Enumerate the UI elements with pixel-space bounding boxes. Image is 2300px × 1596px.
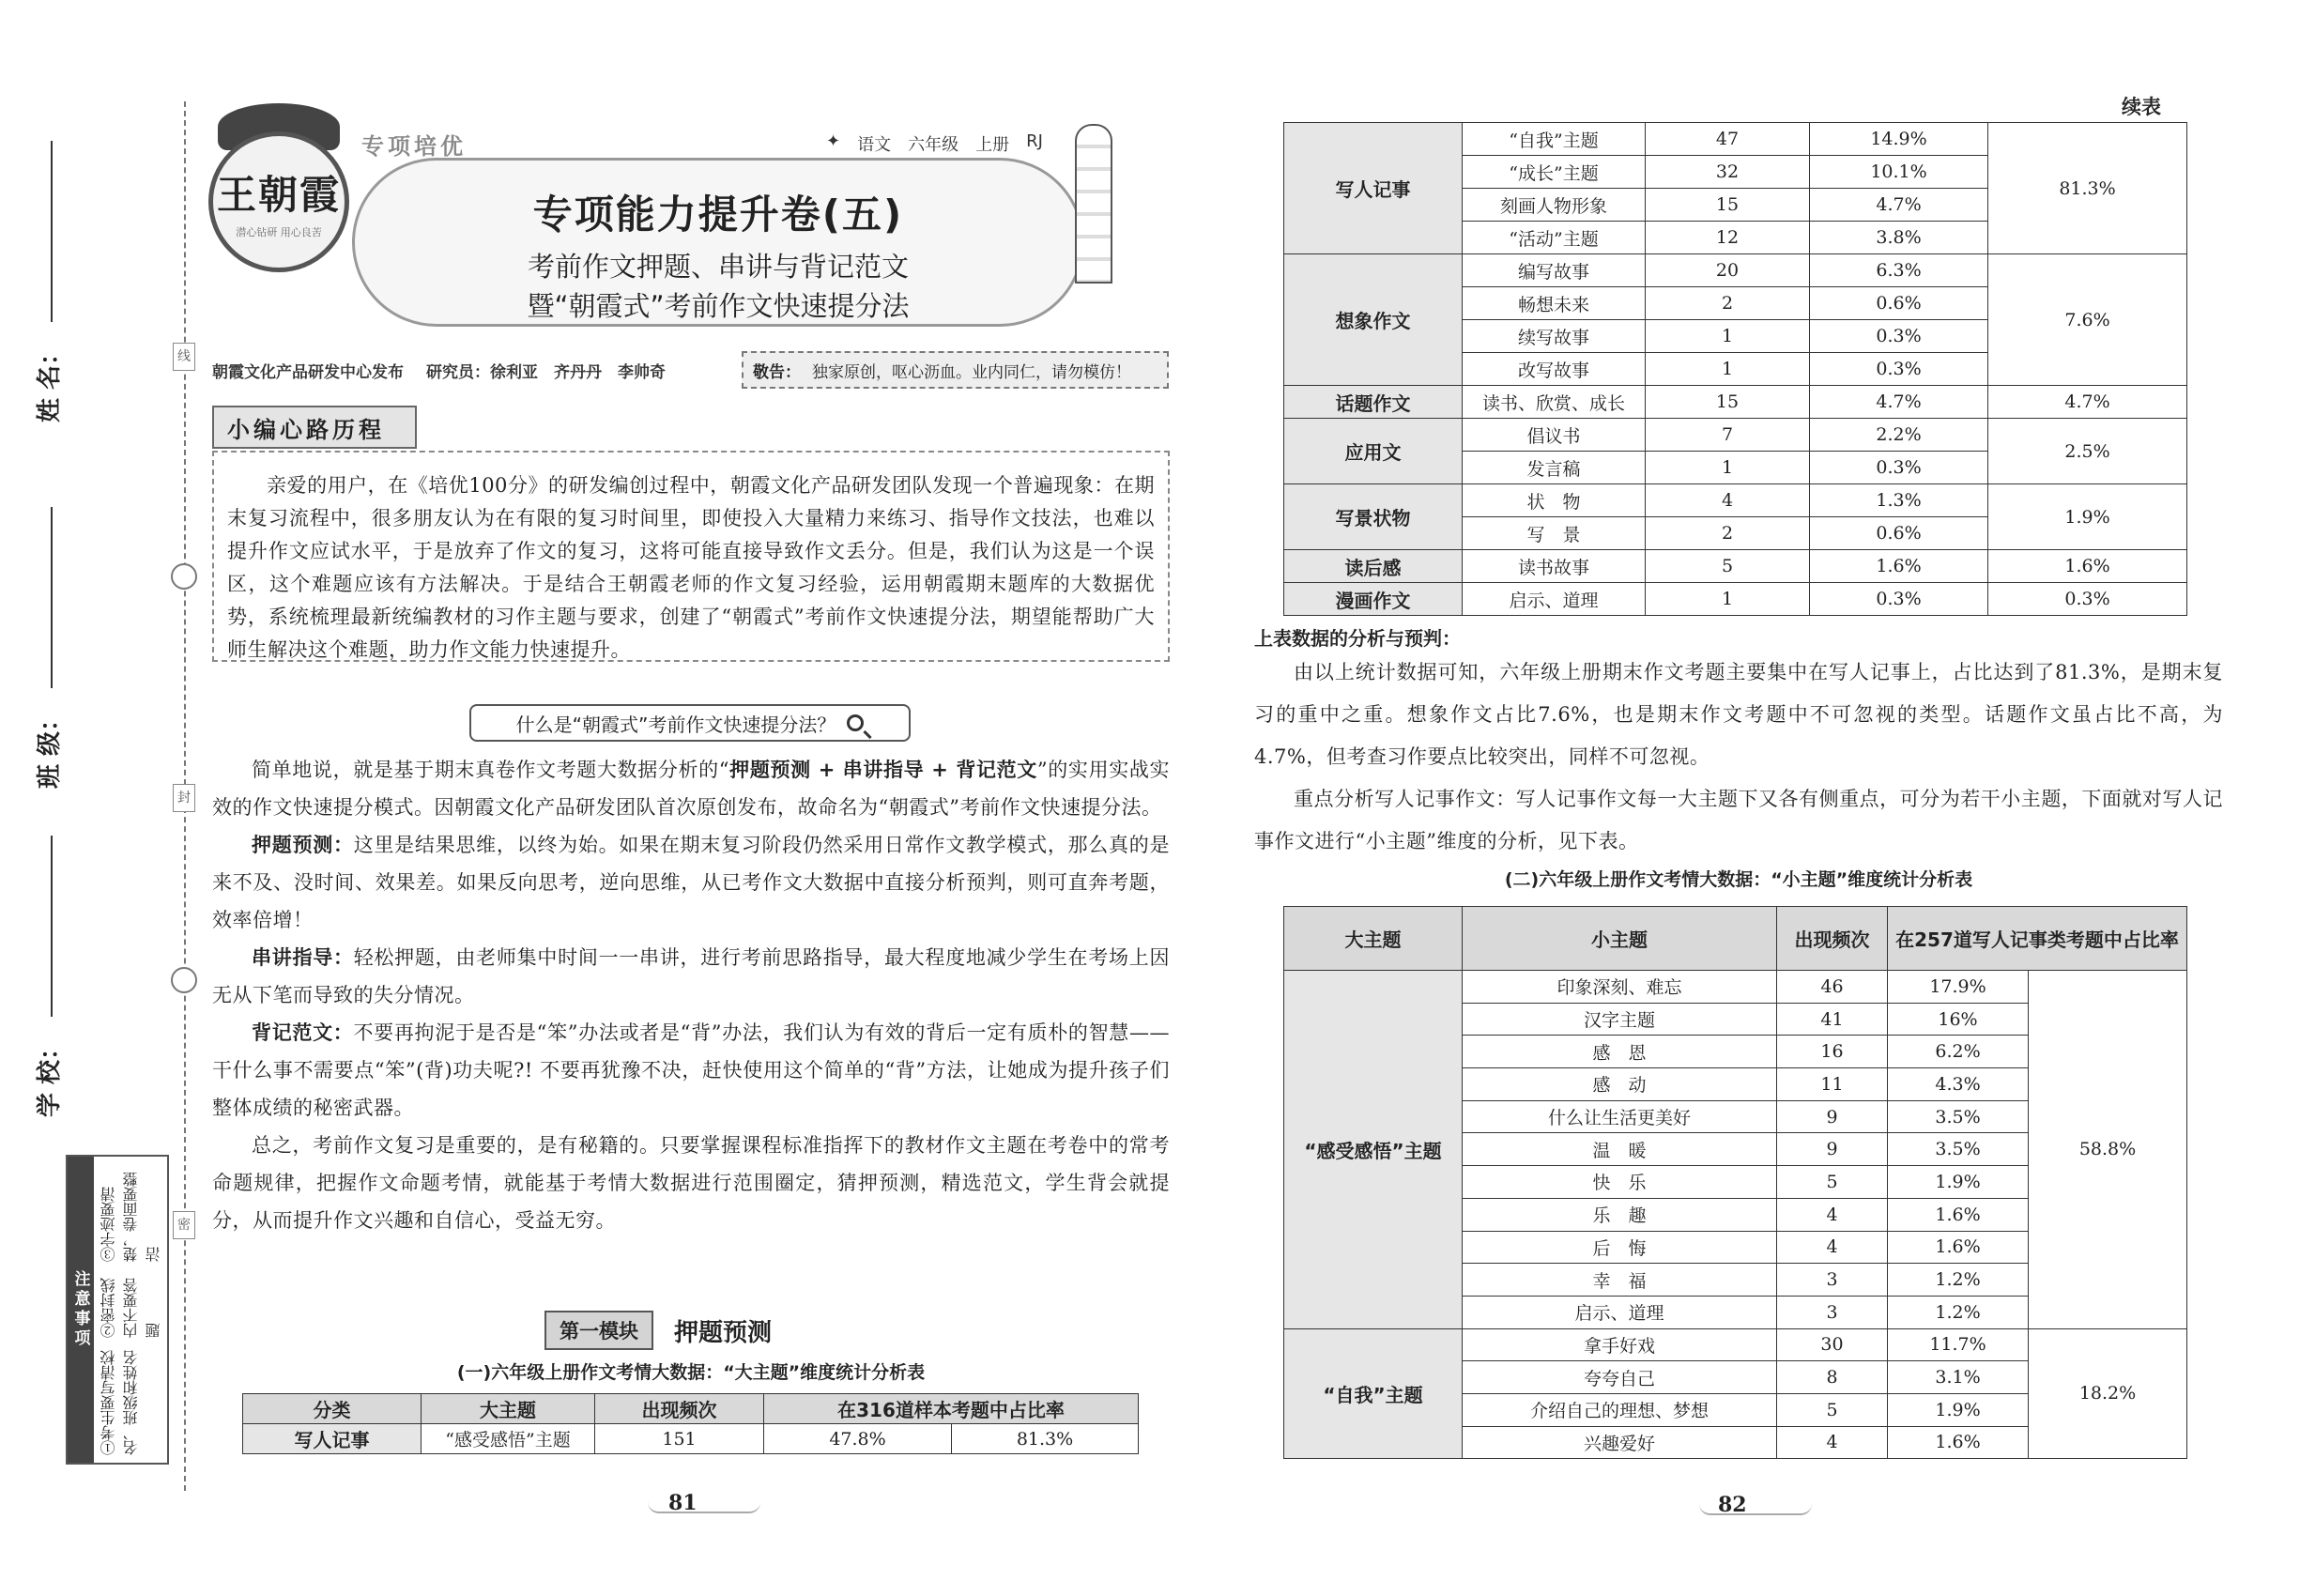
table-cell: 0.6% <box>1810 287 1988 320</box>
table-cell: 启示、道理 <box>1463 583 1646 616</box>
table-cell: 2 <box>1646 287 1810 320</box>
table-cell: 兴趣爱好 <box>1463 1426 1777 1459</box>
table-cell: 1.6% <box>1888 1426 2029 1459</box>
table-cell: 2.2% <box>1810 419 1988 452</box>
binding-mark-line: 线 <box>173 343 195 371</box>
table-cell: 9 <box>1777 1133 1888 1166</box>
table-cell: 10.1% <box>1810 156 1988 189</box>
notice-tag: 注意事项 <box>68 1157 94 1463</box>
table-cell: 启示、道理 <box>1463 1296 1777 1328</box>
publisher-line <box>212 359 666 382</box>
table1 <box>242 1393 1139 1454</box>
editor-notes-tag: 小编心路历程 <box>212 406 417 449</box>
table1-caption: (一)六年级上册作文考情大数据：“大主题”维度统计分析表 <box>456 1362 926 1383</box>
researchers: 研究员：徐利亚 齐丹丹 李帅奇 <box>426 363 666 382</box>
edition: RJ <box>1026 131 1043 151</box>
table-cell: 1 <box>1646 583 1810 616</box>
logo-slogan: 潜心钻研 用心良苦 <box>236 226 322 238</box>
table-cell: 4.3% <box>1888 1068 2029 1101</box>
table2-caption: (二)六年级上册作文考情大数据：“小主题”维度统计分析表 <box>1504 869 1973 890</box>
table-row <box>1284 1328 2187 1361</box>
table-cell: 1.9% <box>1888 1393 2029 1426</box>
table-header: 小主题 <box>1463 907 1777 971</box>
module-banner <box>544 1312 854 1349</box>
warning-text: 独家原创，呕心沥血。业内同仁，请勿模仿！ <box>812 362 1131 382</box>
table-cell: 41 <box>1777 1003 1888 1036</box>
table-cell: 1.2% <box>1888 1264 2029 1297</box>
table-header: 出现频次 <box>1777 907 1888 971</box>
table-cell: 32 <box>1646 156 1810 189</box>
table-row <box>1284 419 2187 452</box>
table-cell: 1.6% <box>1810 550 1988 583</box>
brand-logo <box>208 131 349 272</box>
table-cell: 4 <box>1646 484 1810 517</box>
page-decoration <box>648 1502 760 1513</box>
subject-info <box>826 131 1043 156</box>
category-cell: 写人记事 <box>1284 123 1463 254</box>
paragraph-3: 串讲指导：轻松押题，由老师集中时间一一串讲，进行考前思路指导，最大程度地减少学生在考场上因无从下笔而导致的失分情况。 <box>212 946 1171 1006</box>
table-cell: 5 <box>1777 1166 1888 1199</box>
table-cell: “自我”主题 <box>1463 123 1646 156</box>
table-cell: 3.5% <box>1888 1100 2029 1133</box>
page-number-right: 82 <box>1718 1493 1747 1517</box>
analysis-text <box>1254 652 2223 863</box>
table-cell: 14.9% <box>1810 123 1988 156</box>
table-cell: 畅想未来 <box>1463 287 1646 320</box>
page-number-left: 81 <box>668 1491 698 1515</box>
table-cell: 发言稿 <box>1463 452 1646 484</box>
table-cell: 4 <box>1777 1198 1888 1231</box>
category-cell: 漫画作文 <box>1284 583 1463 616</box>
total-cell: 4.7% <box>1988 386 2187 419</box>
table-cell: 6.2% <box>1888 1036 2029 1068</box>
table-cell: 状 物 <box>1463 484 1646 517</box>
table-cell: 47 <box>1646 123 1810 156</box>
name-field[interactable] <box>28 141 66 422</box>
table-cell: 拿手好戏 <box>1463 1328 1777 1361</box>
table-cell: 15 <box>1646 386 1810 419</box>
total-cell: 1.9% <box>1988 484 2187 550</box>
table-cell: 印象深刻、难忘 <box>1463 971 1777 1004</box>
analysis-title: 上表数据的分析与预判： <box>1254 627 1461 650</box>
table-cell: 1 <box>1646 353 1810 386</box>
category-cell: 读后感 <box>1284 550 1463 583</box>
logo-name: 王朝霞 <box>216 172 341 218</box>
class-label: 班 级： <box>35 706 64 789</box>
table-cell: 151 <box>595 1424 764 1454</box>
table-cell: 4 <box>1777 1231 1888 1264</box>
lighthouse-icon <box>1075 124 1112 284</box>
table-row <box>1284 386 2187 419</box>
table-cell: “成长”主题 <box>1463 156 1646 189</box>
table-header: 大主题 <box>422 1394 595 1424</box>
category-cell: 写景状物 <box>1284 484 1463 550</box>
page-decoration <box>1699 1504 1812 1515</box>
table-cell: 0.3% <box>1810 452 1988 484</box>
table-cell: 11.7% <box>1888 1328 2029 1361</box>
table-header: 在316道样本考题中占比率 <box>764 1394 1139 1424</box>
binding-hole <box>171 563 197 590</box>
theme-cell: “感受感悟”主题 <box>1284 971 1463 1329</box>
table-cell: 读书故事 <box>1463 550 1646 583</box>
analysis-paragraph-2: 重点分析写人记事作文：写人记事作文每一大主题下又各有侧重点，可分为若干小主题，下面就对写人记事作文进行“小主题”维度的分析，见下表。 <box>1254 788 2223 852</box>
table-cell: 续写故事 <box>1463 320 1646 353</box>
school-field[interactable] <box>28 836 66 1117</box>
table-row <box>243 1424 1139 1454</box>
notice-item: ②密封线内不要答题 <box>100 1278 162 1339</box>
table-cell: 8 <box>1777 1361 1888 1394</box>
table-cell: 5 <box>1777 1393 1888 1426</box>
notice-box <box>66 1155 169 1465</box>
table-cell: 什么让生活更美好 <box>1463 1100 1777 1133</box>
table-cell: 后 悔 <box>1463 1231 1777 1264</box>
table-cell: 3.1% <box>1888 1361 2029 1394</box>
total-cell: 81.3% <box>1988 123 2187 254</box>
notice-item: ①考生要写清校名、班级和姓名 <box>100 1350 140 1455</box>
table-cell: 编写故事 <box>1463 254 1646 287</box>
table-cell: 1.9% <box>1888 1166 2029 1199</box>
table-cell: 感 恩 <box>1463 1036 1777 1068</box>
table-cell: “活动”主题 <box>1463 222 1646 254</box>
question-heading <box>469 704 911 742</box>
table-cell: 倡议书 <box>1463 419 1646 452</box>
paragraph-5: 总之，考前作文复习是重要的，是有秘籍的。只要掌握课程标准指挥下的教材作文主题在考卷中的常考命题规律，把握作文命题考情，就能基于考情大数据进行范围圈定，猜押预测，精选范文，学生背会就提分，从而提升作文兴趣和自信心，受益无穷。 <box>212 1134 1170 1232</box>
table-cell: 快 乐 <box>1463 1166 1777 1199</box>
series-tag: 专项培优 <box>361 133 467 160</box>
table-cell: “感受感悟”主题 <box>422 1424 595 1454</box>
table-row <box>1284 254 2187 287</box>
school-label: 学 校： <box>35 1035 64 1117</box>
table-cell: 0.3% <box>1810 353 1988 386</box>
table-cell: 温 暖 <box>1463 1133 1777 1166</box>
paragraph-1: 简单地说，就是基于期末真卷作文考题大数据分析的“押题预测 + 串讲指导 + 背记范文”的实用实战实效的作文快速提分模式。因朝霞文化产品研发团队首次原创发布，故命名为“朝霞式”考前作文快速提分法。 <box>212 759 1171 819</box>
table-header: 在257道写人记事类考题中占比率 <box>1888 907 2187 971</box>
table-cell: 3.8% <box>1810 222 1988 254</box>
warning-label: 敬告： <box>753 362 801 382</box>
table-cell: 4.7% <box>1810 189 1988 222</box>
notice-items <box>96 1157 167 1463</box>
paragraph-4: 背记范文：不要再拘泥于是否是“笨”办法或者是“背”办法，我们认为有效的背后一定有质朴的智慧——干什么事不需要点“笨”(背)功夫呢?! 不要再犹豫不决，赶快使用这个简单的“背”方法，让她成为提升孩子们整体成绩的秘密武器。 <box>212 1021 1170 1119</box>
publisher: 朝霞文化产品研发中心发布 <box>212 363 404 382</box>
table-header: 出现频次 <box>595 1394 764 1424</box>
table-cell: 0.3% <box>1810 583 1988 616</box>
table-cell: 17.9% <box>1888 971 2029 1004</box>
binding-hole <box>171 967 197 993</box>
page-title: 专项能力提升卷(五) <box>532 192 904 238</box>
table-cell: 幸 福 <box>1463 1264 1777 1297</box>
total-cell: 1.6% <box>1988 550 2187 583</box>
body-text <box>212 751 1170 1239</box>
subject-name: 语文 <box>857 135 892 155</box>
theme-cell: “自我”主题 <box>1284 1328 1463 1459</box>
question-text: 什么是“朝霞式”考前作文快速提分法？ <box>515 713 836 736</box>
volume: 上册 <box>975 135 1010 155</box>
table-row <box>1284 583 2187 616</box>
table-cell: 20 <box>1646 254 1810 287</box>
category-cell: 应用文 <box>1284 419 1463 484</box>
table-cell: 15 <box>1646 189 1810 222</box>
class-field[interactable] <box>28 507 66 789</box>
table-header: 大主题 <box>1284 907 1463 971</box>
table-cell: 1.6% <box>1888 1198 2029 1231</box>
table-cell: 2 <box>1646 517 1810 550</box>
module-label: 第一模块 <box>544 1311 653 1350</box>
table-cell: 改写故事 <box>1463 353 1646 386</box>
table-cell: 9 <box>1777 1100 1888 1133</box>
table-cell: 介绍自己的理想、梦想 <box>1463 1393 1777 1426</box>
table-cell: 46 <box>1777 971 1888 1004</box>
table-cell: 1.6% <box>1888 1231 2029 1264</box>
table-cell: 7 <box>1646 419 1810 452</box>
table-cell: 写人记事 <box>243 1424 422 1454</box>
table-cell: 0.3% <box>1810 320 1988 353</box>
table-cell: 读书、欣赏、成长 <box>1463 386 1646 419</box>
table-cell: 30 <box>1777 1328 1888 1361</box>
binding-mark-seal: 封 <box>173 784 195 812</box>
intro-text: 亲爱的用户，在《培优100分》的研发编创过程中，朝霞文化产品研发团队发现一个普遍现象：在期末复习流程中，很多朋友认为在有限的复习时间里，即使投入大量精力来练习、指导作文技法，也难以提升作文应试水平，于是放弃了作文的复习，这将可能直接导致作文丢分。但是，我们认为这是一个误区，这个难题应该有方法解决。于是结合王朝霞老师的作文复习经验，运用朝霞期末题库的大数据优势，系统梳理最新统编教材的习作主题与要求，创建了“朝霞式”考前作文快速提分法，期望能帮助广大师生解决这个难题，助力作文能力快速提升。 <box>227 474 1155 661</box>
table-cell: 1.2% <box>1888 1296 2029 1328</box>
binding-mark-secret: 密 <box>173 1211 195 1239</box>
table-cell: 1 <box>1646 320 1810 353</box>
table-cell: 3.5% <box>1888 1133 2029 1166</box>
table-cell: 写 景 <box>1463 517 1646 550</box>
table-cell: 16 <box>1777 1036 1888 1068</box>
category-cell: 想象作文 <box>1284 254 1463 386</box>
table-cell: 汉字主题 <box>1463 1003 1777 1036</box>
table-cell: 刻画人物形象 <box>1463 189 1646 222</box>
table-cell: 0.6% <box>1810 517 1988 550</box>
magnifier-icon <box>847 714 864 731</box>
grade: 六年级 <box>908 135 959 155</box>
total-cell: 7.6% <box>1988 254 2187 386</box>
table1-continued <box>1283 122 2187 616</box>
table-row <box>1284 971 2187 1004</box>
table-cell: 47.8% <box>764 1424 952 1454</box>
table-cell: 1 <box>1646 452 1810 484</box>
name-label: 姓 名： <box>35 340 64 422</box>
total-cell: 18.2% <box>2029 1328 2187 1459</box>
category-cell: 话题作文 <box>1284 386 1463 419</box>
module-name: 押题预测 <box>674 1318 773 1347</box>
table-cell: 4 <box>1777 1426 1888 1459</box>
table-cell: 12 <box>1646 222 1810 254</box>
table-cell: 11 <box>1777 1068 1888 1101</box>
table-cell: 16% <box>1888 1003 2029 1036</box>
table-cell: 感 动 <box>1463 1068 1777 1101</box>
table-cell: 5 <box>1646 550 1810 583</box>
table-header: 分类 <box>243 1394 422 1424</box>
intro-box <box>212 451 1170 662</box>
table2 <box>1283 906 2187 1459</box>
total-cell: 2.5% <box>1988 419 2187 484</box>
table-cell: 3 <box>1777 1296 1888 1328</box>
notice-item: ③字迹要清楚，卷面要整洁 <box>100 1171 162 1262</box>
table-cell: 81.3% <box>952 1424 1139 1454</box>
table-cell: 6.3% <box>1810 254 1988 287</box>
warning-box <box>742 351 1169 389</box>
total-cell: 0.3% <box>1988 583 2187 616</box>
subtitle-1: 考前作文押题、串讲与背记范文 <box>527 251 909 283</box>
table-row <box>1284 550 2187 583</box>
analysis-paragraph-1: 由以上统计数据可知，六年级上册期末作文考题主要集中在写人记事上，占比达到了81.3%，是期末复习的重中之重。想象作文占比7.6%，也是期末作文考题中不可忽视的类型。话题作文虽占比不高，为4.7%，但考查习作要点比较突出，同样不可忽视。 <box>1254 661 2223 768</box>
table-cell: 3 <box>1777 1264 1888 1297</box>
table-cell: 乐 趣 <box>1463 1198 1777 1231</box>
subtitle-2: 暨“朝霞式”考前作文快速提分法 <box>527 290 910 322</box>
table-row <box>1284 123 2187 156</box>
subject-star-icon: ✦ <box>826 131 841 151</box>
table-cell: 夸夸自己 <box>1463 1361 1777 1394</box>
table-cell: 1.3% <box>1810 484 1988 517</box>
table-row <box>1284 484 2187 517</box>
paragraph-2: 押题预测：这里是结果思维，以终为始。如果在期末复习阶段仍然采用日常作文教学模式，那么真的是来不及、没时间、效果差。如果反向思考，逆向思维，从已考作文大数据中直接分析预判，则可直奔考题，效率倍增！ <box>212 834 1171 931</box>
table-cell: 4.7% <box>1810 386 1988 419</box>
total-cell: 58.8% <box>2029 971 2187 1329</box>
continued-label: 续表 <box>2122 96 2161 118</box>
